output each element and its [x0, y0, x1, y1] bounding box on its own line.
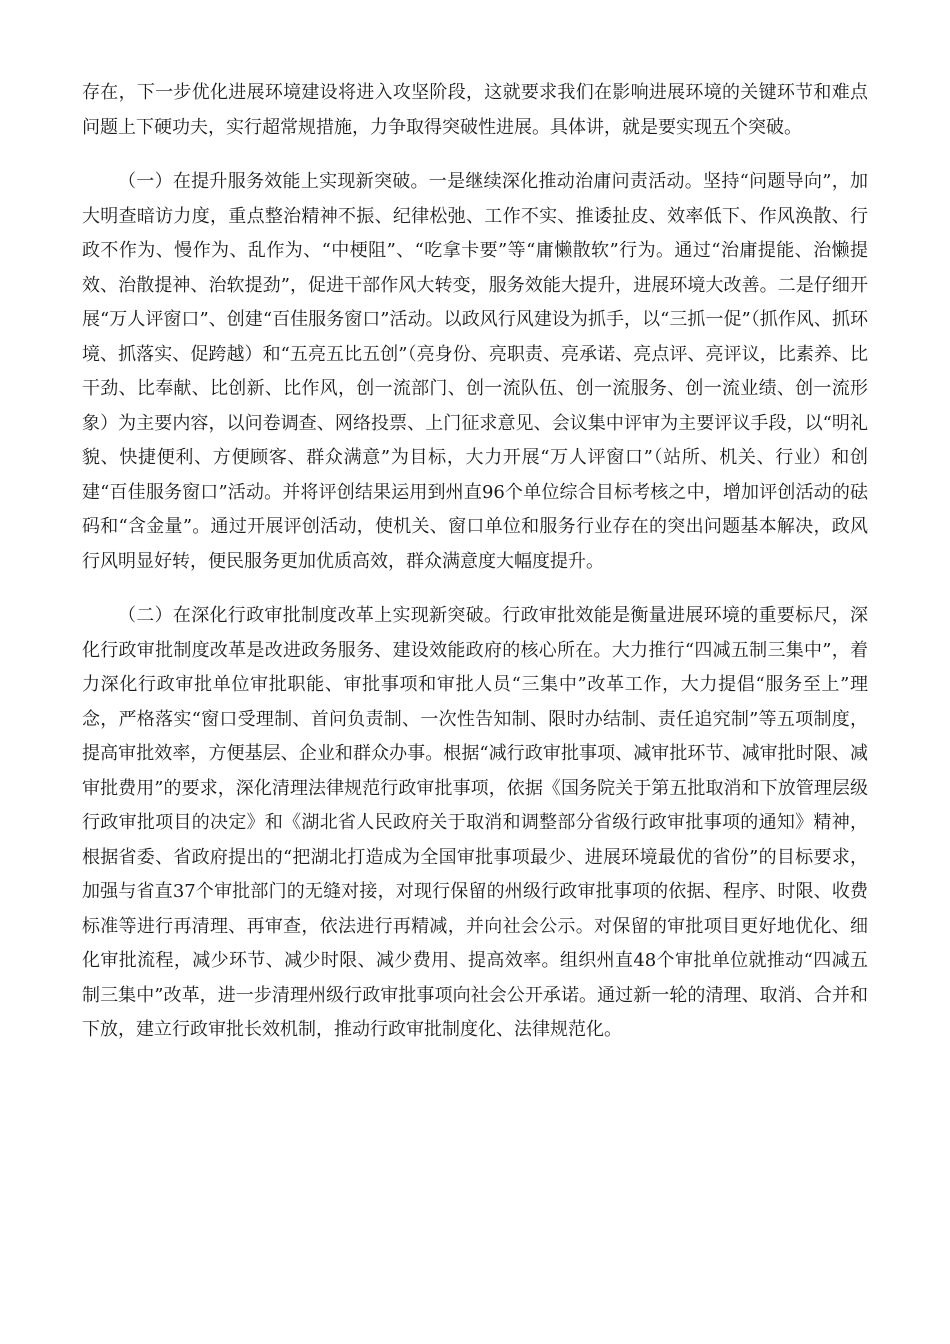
paragraph-continuation: 存在，下一步优化进展环境建设将进入攻坚阶段，这就要求我们在影响进展环境的关键环节和难点问题上下硬功夫，实行超常规措施，力争取得突破性进展。具体讲，就是要实现五个突破。: [82, 82, 868, 138]
paragraph-section-one: （一）在提升服务效能上实现新突破。一是继续深化推动治庸问责活动。坚持“问题导向”，加大明查暗访力度，重点整治精神不振、纪律松弛、工作不实、推诿扯皮、效率低下、作风涣散、行政不作为、慢作为、乱作为、“中梗阻”、“吃拿卡要”等“庸懒散软”行为。通过“治庸提能、治懒提效、治散提神、治软提劲”，促进干部作风大转变，服务效能大提升，进展环境大改善。二是仔细开展“万人评窗口”、创建“百佳服务窗口”活动。以政风行风建设为抓手，以“三抓一促”（抓作风、抓环境、抓落实、促跨越）和“五亮五比五创”（亮身份、亮职责、亮承诺、亮点评、亮评议，比素养、比干劲、比奉献、比创新、比作风，创一流部门、创一流队伍、创一流服务、创一流业绩、创一流形象）为主要内容，以问卷调查、网络投票、上门征求意见、会议集中评审为主要评议手段，以“明礼貌、快捷便利、方便顾客、群众满意”为目标，大力开展“万人评窗口”（站所、机关、行业）和创建“百佳服务窗口”活动。并将评创结果运用到州直96个单位综合目标考核之中，增加评创活动的砝码和“含金量”。通过开展评创活动，使机关、窗口单位和服务行业存在的突出问题基本解决，政风行风明显好转，便民服务更加优质高效，群众满意度大幅度提升。: [82, 171, 868, 572]
document-body: [82, 76, 868, 1068]
paragraph-section-two: （二）在深化行政审批制度改革上实现新突破。行政审批效能是衡量进展环境的重要标尺，深化行政审批制度改革是改进政务服务、建设效能政府的核心所在。大力推行“四减五制三集中”，着力深化行政审批单位审批职能、审批事项和审批人员“三集中”改革工作，大力提倡“服务至上”理念，严格落实“窗口受理制、首问负责制、一次性告知制、限时办结制、责任追究制”等五项制度，提高审批效率，方便基层、企业和群众办事。根据“减行政审批事项、减审批环节、减审批时限、减审批费用”的要求，深化清理法律规范行政审批事项，依据《国务院关于第五批取消和下放管理层级行政审批项目的决定》和《湖北省人民政府关于取消和调整部分省级行政审批事项的通知》精神，根据省委、省政府提出的“把湖北打造成为全国审批事项最少、进展环境最优的省份”的目标要求，加强与省直37个审批部门的无缝对接，对现行保留的州级行政审批事项的依据、程序、时限、收费标准等进行再清理、再审查，依法进行再精减，并向社会公示。对保留的审批项目更好地优化、细化审批流程，减少环节、减少时限、减少费用、提高效率。组织州直48个审批单位就推动“四减五制三集中”改革，进一步清理州级行政审批事项向社会公开承诺。通过新一轮的清理、取消、合并和下放，建立行政审批长效机制，推动行政审批制度化、法律规范化。: [82, 605, 868, 1040]
